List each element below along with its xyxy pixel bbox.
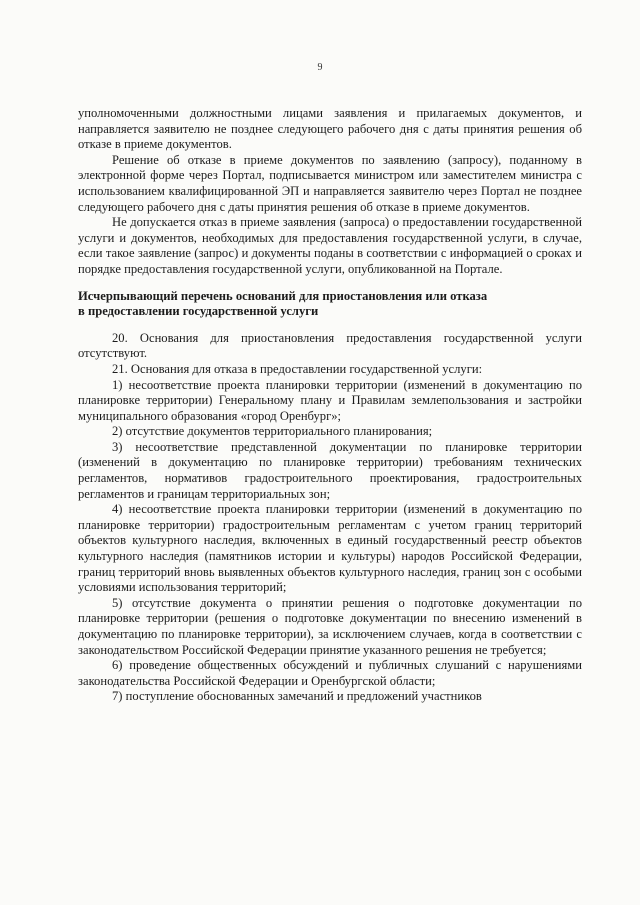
item-21-2: 2) отсутствие документов территориального планирования; [112,424,433,439]
item-21-1: 1) несоответствие проекта планировки территории (изменений в документацию по планировке территории) Генеральному плану и Правилам землепользования и застройки муниципального образования «город Оренбург»; [78,377,582,423]
paragraph: Не допускается отказ в приеме заявления (запроса) о предоставлении государственной услуги и документов, необходимых для предоставления государственной услуги, в случае, если такое заявление (запрос) и документы поданы в соответствии с информацией о сроках и порядке предоставления государственной услуги, опубликованной на Портале. [78,215,582,276]
item-20: 20. Основания для приостановления предоставления государственной услуги отсутствуют. [78,330,582,361]
document-body [78,106,582,705]
spacer [78,278,582,289]
item-21-5: 5) отсутствие документа о принятии решения о подготовке документации по планировке территории (решения о подготовке документации по внесению изменений в документацию по планировке территории), за исключением случаев, когда в соответствии с законодательством Российской Федерации принятие указанного решения не требуется; [78,595,582,657]
paragraph: Решение об отказе в приеме документов по заявлению (запросу), поданному в электронной форме через Портал, подписывается министром или заместителем министра с использованием квалифицированной ЭП и направляется заявителю через Портал не позднее следующего рабочего дня с даты принятия решения об отказе в приеме документов. [78,152,582,214]
section-heading-line-2: в предоставлении государственной услуги [78,304,319,319]
section-heading-line-1: Исчерпывающий перечень оснований для приостановления или отказа [78,288,488,303]
paragraph: уполномоченными должностными лицами заявления и прилагаемых документов, и направляется заявителю не позднее следующего рабочего дня с даты принятия решения об отказе в приеме документов. [78,106,582,152]
item-21: 21. Основания для отказа в предоставлении государственной услуги: [112,361,483,376]
spacer [78,320,582,331]
item-21-3: 3) несоответствие представленной документации по планировке территории (изменений в документацию по планировке территории) требованиям технических регламентов, нормативов градостроительного проектирования, градостроительных регламентов и границам территориальных зон; [78,439,582,501]
page-number: 9 [317,62,323,73]
item-21-7: 7) поступление обоснованных замечаний и предложений участников [112,689,482,704]
item-21-6: 6) проведение общественных обсуждений и публичных слушаний с нарушениями законодательства Российской Федерации и Оренбургской области; [78,658,582,688]
item-21-4: 4) несоответствие проекта планировки территории (изменений в документацию по планировке территории) градостроительным регламентам с учетом границ территорий объектов культурного наследия, включенных в единый государственный реестр объектов культурного наследия (памятников истории и культуры) народов Российской Федерации, границ территорий вновь выявленных объектов культурного наследия, границ зон с особыми условиями использования территорий; [78,502,582,595]
